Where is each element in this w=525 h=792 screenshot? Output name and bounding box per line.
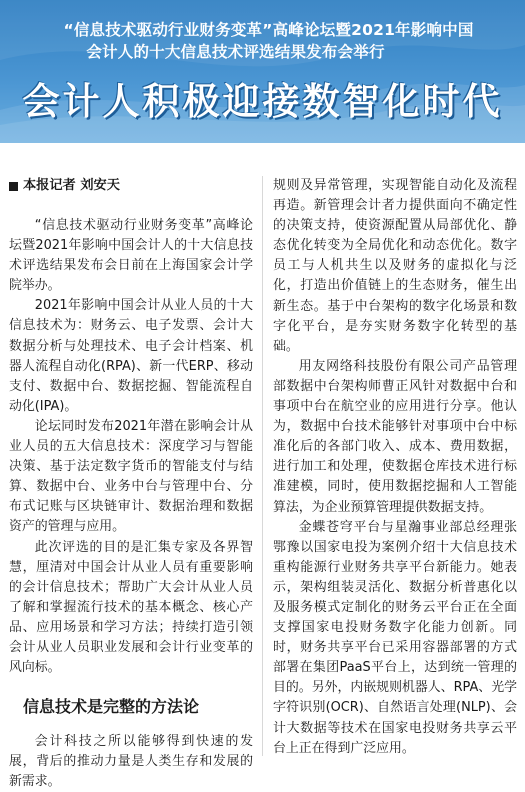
byline-text: 本报记者 刘安天 [23,178,120,193]
paragraph: 此次评选的目的是汇集专家及各界智慧，厘清对中国会计从业人员有重要影响的会计信息技术；帮助广大会计从业人员了解和掌握流行技术的基本概念、核心产品、应用场景和学习方法；持续打造引领会计从业人员职业发展和会计行业变革的风向标。 [9,539,253,676]
paragraph: 会计科技之所以能够得到快速的发展，背后的推动力量是人类生存和发展的新需求。 [9,734,253,790]
column-divider [262,176,263,756]
right-column [273,176,517,759]
paragraph: 金蝶苍穹平台与星瀚事业部总经理张鄂豫以国家电投为案例介绍十大信息技术重构能源行业财务共享平台新能力。她表示，架构组装灵活化、数据分析普惠化以及服务模式定制化的财务云平台正在全面支撑国家电投财务数字化能力创新。同时，财务共享平台已采用容器部署的方式部署在集团PaaS平台上，达到统一管理的目的。另外，内嵌规则机器人、RPA、光学字符识别(OCR)、自然语言处理(NLP)、会计大数据等技术在国家电投财务共享云平台上正在得到广泛应用。 [273,519,517,756]
paragraph-continued: 规则及异常管理，实现智能自动化及流程再造。新管理会计者力提供面向不确定性的决策支持，使资源配置从局部优化、静态优化转变为全局优化和动态优化。数字员工与人机共生以及财务的虚拟化与泛化，打造出价值链上的生态财务，催生出新生态。基于中台架构的数字化场景和数字化平台，是夯实财务数字化转型的基础。 [273,178,517,354]
paragraph: “信息技术驱动行业财务变革”高峰论坛暨2021年影响中国会计人的十大信息技术评选结果发布会日前在上海国家会计学院举办。 [9,218,253,294]
paragraph: 论坛同时发布2021年潜在影响会计从业人员的五大信息技术：深度学习与智能决策、基于法定数字货币的智能支付与结算、数据中台、业务中台与管理中台、分布式记账与区块链审计、数据治理和数据资产的管理与应用。 [9,418,253,535]
section-heading: 信息技术是完整的方法论 [23,697,200,717]
byline [9,176,253,196]
subtitle-line-2: 会计人的十大信息技术评选结果发布会举行 [86,43,385,61]
page-title: 会计人积极迎接数智化时代 [22,80,503,123]
paragraph: 用友网络科技股份有限公司产品管理部数据中台架构师曹正风针对数据中台和事项中台在航空业的应用进行分享。他认为，数据中台技术能够针对事项中台中标准化后的各部门收入、成本、费用数据，进行加工和处理，使数据仓库技术进行标准建模，同时，使用数据挖掘和人工智能算法，为企业预算管理提供数据支持。 [273,358,517,515]
header-banner [0,0,525,143]
left-column [9,176,253,792]
square-bullet-icon [9,182,18,191]
paragraph: 2021年影响中国会计从业人员的十大信息技术为：财务云、电子发票、会计大数据分析与处理技术、电子会计档案、机器人流程自动化(RPA)、新一代ERP、移动支付、数据中台、数据挖掘、智能流程自动化(IPA)。 [9,298,253,414]
subtitle-line-1: “信息技术驱动行业财务变革”高峰论坛暨2021年影响中国 [63,21,474,39]
